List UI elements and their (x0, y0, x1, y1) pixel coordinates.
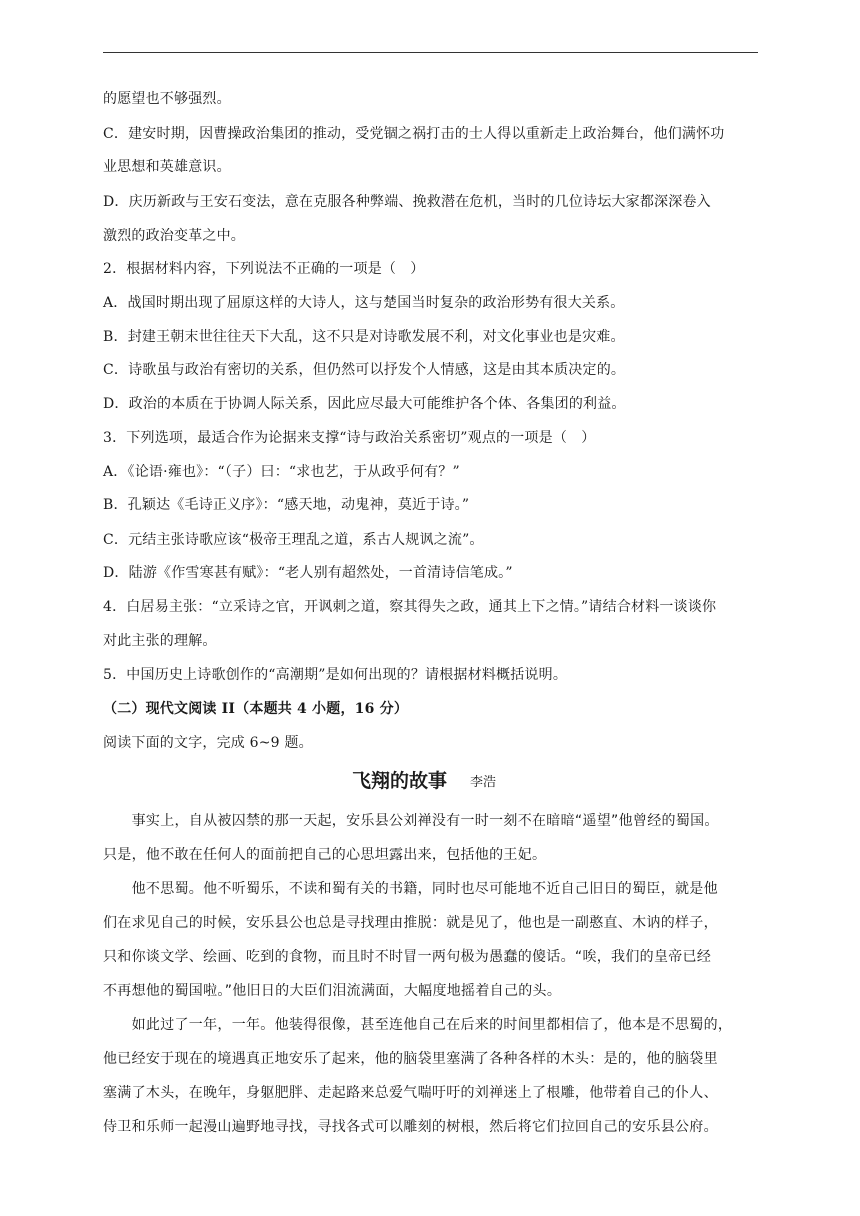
instruction: 阅读下面的文字，完成 6~9 题。 (103, 735, 313, 751)
story-line: 塞满了木头，在晚年，身躯肥胖、走起路来总爱气喘吁吁的刘禅迷上了根雕，他带着自己的仆人、 (103, 1085, 718, 1101)
text-line: 的愿望也不够强烈。 (103, 91, 231, 107)
text-line: 业思想和英雄意识。 (103, 159, 231, 175)
option-a: A．《论语·雍也》：“（子）曰：“求也艺，于从政乎何有？” (103, 464, 460, 480)
story-line: 只和你谈文学、绘画、吃到的食物，而且时不时冒一两句极为愚蠢的傻话。“唉，我们的皇帝已经 (103, 949, 712, 965)
story-line: 如此过了一年，一年。他装得很像，甚至连他自己在后来的时间里都相信了，他本是不思蜀的， (103, 1017, 733, 1033)
header-rule (103, 52, 758, 53)
story-line: 他不思蜀。他不听蜀乐，不读和蜀有关的书籍，同时也尽可能地不近自己旧日的蜀臣，就是他 (103, 881, 718, 897)
option-b: B．孔颖达《毛诗正义序》：“感天地，动鬼神，莫近于诗。” (103, 497, 470, 513)
story-author: 李浩 (470, 775, 497, 790)
section-heading: （二）现代文阅读 II（本题共 4 小题，16 分） (103, 701, 409, 717)
question-2: 2．根据材料内容，下列说法不正确的一项是（ ） (103, 261, 425, 277)
option-b: B．封建王朝末世往往天下大乱，这不只是对诗歌发展不利，对文化事业也是灾难。 (103, 329, 625, 345)
story-line: 他已经安于现在的境遇真正地安乐了起来，他的脑袋里塞满了各种各样的木头：是的，他的脑袋里 (103, 1051, 718, 1067)
text-line: C．建安时期，因曹操政治集团的推动，受党锢之祸打击的士人得以重新走上政治舞台，他们满怀功 (103, 126, 725, 142)
story-line: 只是，他不敢在任何人的面前把自己的心思坦露出来，包括他的王妃。 (103, 847, 547, 863)
option-c: C．元结主张诗歌应该“极帝王理乱之道，系古人规讽之流”。 (103, 532, 484, 548)
story-title: 飞翔的故事 (352, 770, 448, 792)
question-5: 5．中国历史上诗歌创作的“高潮期”是如何出现的？请根据材料概括说明。 (103, 667, 568, 683)
option-d: D．政治的本质在于协调人际关系，因此应尽最大可能维护各个体、各集团的利益。 (103, 396, 626, 412)
story-line: 不再想他的蜀国啦。”他旧日的大臣们泪流满面，大幅度地摇着自己的头。 (103, 983, 562, 999)
story-line: 们在求见自己的时候，安乐县公也总是寻找理由推脱：就是见了，他也是一副憨直、木讷的样子， (103, 915, 718, 931)
option-c: C．诗歌虽与政治有密切的关系，但仍然可以抒发个人情感，这是由其本质决定的。 (103, 362, 626, 378)
question-3: 3．下列选项，最适合作为论据来支撑“诗与政治关系密切”观点的一项是（ ） (103, 430, 596, 446)
text-line: 对此主张的理解。 (103, 633, 217, 649)
story-header (0, 769, 860, 795)
story-line: 事实上，自从被囚禁的那一天起，安乐县公刘禅没有一时一刻不在暗暗“遥望”他曾经的蜀国。 (103, 813, 719, 829)
option-d: D．陆游《作雪寒甚有赋》：“老人别有超然处，一首清诗信笔成。” (103, 565, 513, 581)
option-a: A．战国时期出现了屈原这样的大诗人，这与楚国当时复杂的政治形势有很大关系。 (103, 295, 625, 311)
text-line: D．庆历新政与王安石变法，意在克服各种弊端、挽救潜在危机，当时的几位诗坛大家都深深卷入 (103, 194, 711, 210)
story-line: 侍卫和乐师一起漫山遍野地寻找，寻找各式可以雕刻的树根，然后将它们拉回自己的安乐县公府。 (103, 1119, 718, 1135)
question-4: 4．白居易主张：“立采诗之官，开讽刺之道，察其得失之政，通其上下之情。”请结合材料一谈谈你 (103, 599, 717, 615)
text-line: 激烈的政治变革之中。 (103, 228, 245, 244)
